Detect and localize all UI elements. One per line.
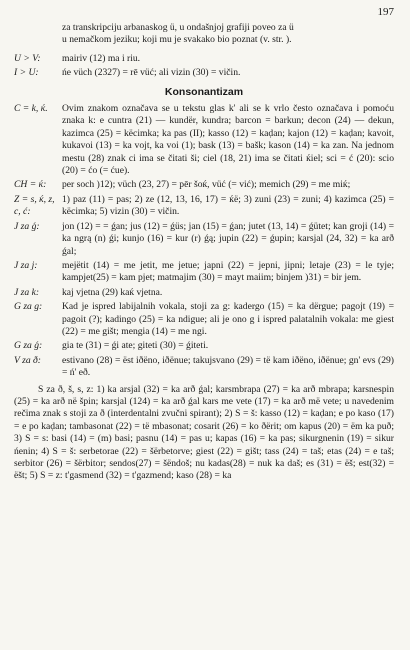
entry-row bbox=[14, 340, 394, 352]
page-number: 197 bbox=[377, 6, 394, 18]
entry-label: Z = s, ќ, z, c, ć: bbox=[14, 193, 55, 218]
entry-row bbox=[14, 260, 394, 285]
rule-text: mairiv (12) ma i riu. bbox=[62, 52, 141, 64]
s-section-paragraph: S za ð, š, s, z: 1) ka arsjal (32) = ka arð ǵal; karsmbrapa (27) = ka arð mbrapa; karsnespin (25) = ka arð në špin; karsjal (124) = ka arð ǵal kars me vete (17) = ka arð më vete; u navedenim rečima znak s stoji za ð (interdentalni zvučni spirant); 2) S = š: kasso (12) = kaḍan; e po kaso (17) = e po kaḍan; tambasonat (22) = të mbasonat; cosarit (26) = ko ðërit; om kapus (20) = ëm ka puð; 3) S = s: basi (14) = (m) basi; pasnu (14) = pas u; kapas (16) = ka pas; sikurgnenin (19) = sikur ńenin; 4) S = š: serbetorae (22) = šërbetorve; giest (22) = gišt; tass (24) = taš; etas (24) = e taš; serbitor (26) = šërbitor; sendos(27) = šëndoš; nu kadas(28) = nuk ka daš; es (31) = ëš; est(32) = ëšt; 5) S = z: t'gasmend (32) = t'gazmend; kaso (28) = ka bbox=[14, 383, 394, 482]
entry-text: 1) paz (11) = pas; 2) ze (12, 13, 16, 17) = ќë; 3) zuni (23) = zuni; 4) kazimca (25) = këcimka; 5) vizin (30) = vičin. bbox=[62, 193, 394, 218]
main-text-column bbox=[14, 22, 394, 485]
entry-row bbox=[14, 103, 394, 177]
intro-paragraph bbox=[14, 22, 394, 47]
entry-text: Kad je ispred labijalnih vokala, stoji za g: kadergo (15) = ka dërgue; pagojt (19) = pagoit (?); kadingo (25) = ka ndigue; ali je ono g i ispred palatalnih vokala: me giest (22) = me gišt; mengia (14) = me ngi. bbox=[62, 301, 394, 337]
rule-row bbox=[14, 67, 394, 79]
entry-row bbox=[14, 179, 394, 191]
entry-row bbox=[14, 301, 394, 338]
entry-text: mejëtit (14) = me jetit, me jetue; japni (22) = jepni, jipni; letaje (23) = le tyje; kampjet(25) = kam pjet; matmajim (30) = mayt maiim; binjem )31) = bir jem. bbox=[62, 259, 394, 284]
entry-text: Ovim znakom označava se u tekstu glas k' ali se k vrlo često označava i pomoću znaka k: e cuntra (21) — kundër, kundra; barcon = barkun; decon (24) — dekun, kazimca (25) = këcimka; ka pas (II); kasso (12) = kaḍan; kajon (12) = kaḍan; kavoit, kukavoi (13) = ka vojt, ka voi (1); bask (13) = bašk; kason (14) = ka zan. Na jednom mestu (28) znak ci ima se čitati ši; ciel (18, 21) ima se čitati ќiel; sci = ć (20): scio (20) = ćo (= ćue). bbox=[62, 103, 394, 177]
section-heading: Konsonantizam bbox=[164, 85, 244, 98]
entry-text: estivano (28) = ëst iðëno, iðënue; takujsvano (29) = të kam iðëno, iðënue; gn' evs (29) = ń' eð. bbox=[62, 354, 394, 379]
rule-label: U > V: bbox=[14, 52, 41, 64]
rule-label: I > U: bbox=[14, 67, 39, 79]
entry-label: J za k: bbox=[14, 286, 40, 298]
intro-line: za transkripciju arbanaskog ü, u ondašnjoj grafiji poveo za ü bbox=[62, 22, 294, 33]
entry-label: J za ǵ: bbox=[14, 220, 40, 232]
entry-row bbox=[14, 194, 394, 219]
entry-text: kaj vjetna (29) kaќ vjetna. bbox=[62, 286, 163, 298]
entry-label: J za j: bbox=[14, 259, 38, 271]
entry-label: G za g: bbox=[14, 301, 43, 313]
entry-label: V za ð: bbox=[14, 354, 42, 366]
entry-text: gia te (31) = ǵi ate; giteti (30) = ǵiteti. bbox=[62, 340, 209, 352]
entry-text: per soch )12); vüch (23, 27) = pēr šoќ, vüć (= vić); memich (29) = me miќ; bbox=[62, 179, 351, 191]
entry-row bbox=[14, 287, 394, 299]
entry-label: G za ǵ: bbox=[14, 340, 43, 352]
entry-row bbox=[14, 221, 394, 258]
intro-line: u nemačkom jeziku; koji mu je svakako bio poznat (v. str. ). bbox=[62, 34, 292, 46]
rule-text: ńe vüch (2327) = rē vüć; ali vizin (30) = vičin. bbox=[62, 67, 241, 79]
entry-text: jon (12) = = ǵan; jus (12) = ǵüs; jan (15) = ǵan; jutet (13, 14) = ǵütet; kan groji (14) = ka ngrą (n) ǵi; kunjo (16) = kur (r) ǵą; jupin (22) = ǵupin; karsjal (24, 32) = ka arð ǵal; bbox=[62, 220, 394, 257]
rule-row bbox=[14, 53, 394, 65]
entry-row bbox=[14, 355, 394, 380]
entry-label: C = k, ќ. bbox=[14, 103, 48, 115]
entry-label: CH = ќ: bbox=[14, 179, 47, 191]
